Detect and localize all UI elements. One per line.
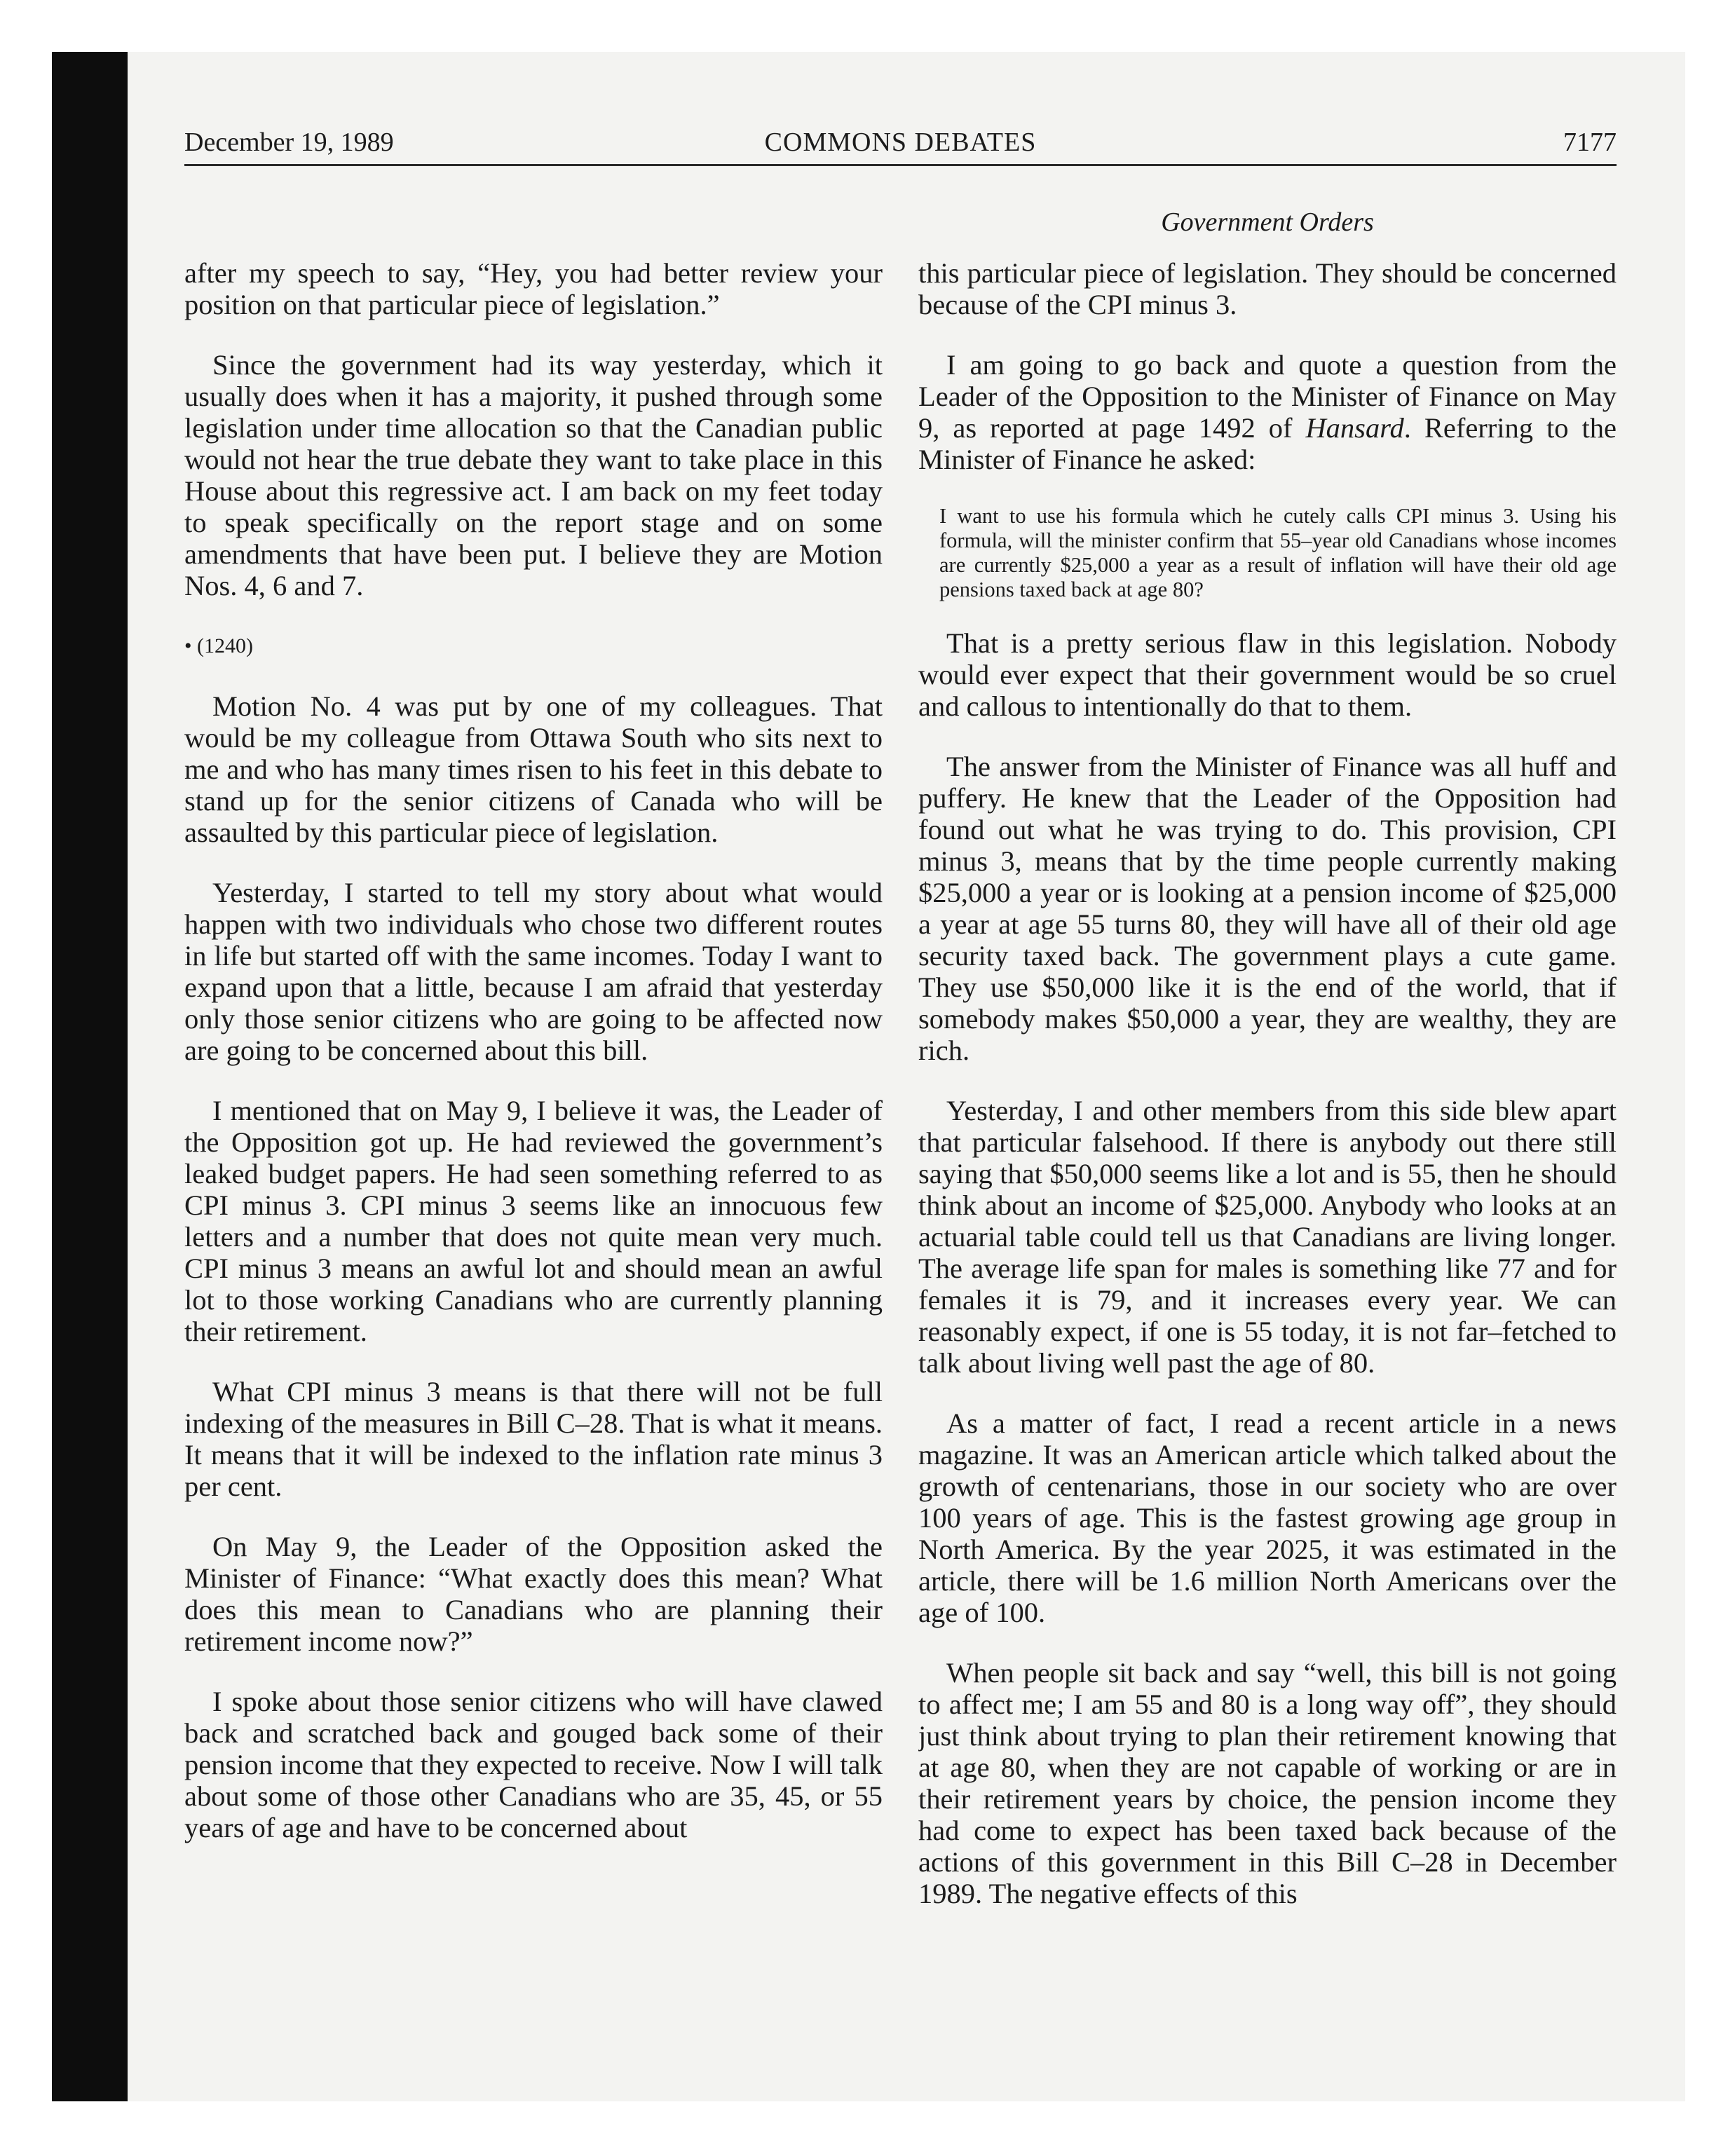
right-paragraph-2-text-after: . Referring to the Minister of Finance he asked: [918,412,1617,475]
right-paragraph-3: That is a pretty serious flaw in this legislation. Nobody would ever expect that their government would be so cruel and callous to intentionally do that to them. [918,627,1617,722]
left-paragraph-3: Motion No. 4 was put by one of my colleagues. That would be my colleague from Ottawa South who sits next to me and who has many times risen to his feet in this debate to stand up for the senior citizens of Canada who will be assaulted by this particular piece of legislation. [184,690,883,848]
left-paragraph-1: after my speech to say, “Hey, you had better review your position on that particular piece of legislation.” [184,257,883,320]
left-paragraph-8: I spoke about those senior citizens who will have clawed back and scratched back and gouged back some of their pension income that they expected to receive. Now I will talk about some of those other Canadians who are 35, 45, or 55 years of age and have to be concerned about [184,1686,883,1843]
right-paragraph-4: The answer from the Minister of Finance was all huff and puffery. He knew that the Leader of the Opposition had found out what he was trying to do. This provision, CPI minus 3, means that by the time people currently making $25,000 a year or is looking at a pension income of $25,000 a year at age 55 turns 80, they will have all of their old age security taxed back. The government plays a cute game. They use $50,000 like it is the end of the world, that if somebody makes $50,000 a year, they are wealthy, they are rich. [918,751,1617,1066]
left-paragraph-5: I mentioned that on May 9, I believe it was, the Leader of the Opposition got up. He had reviewed the government’s leaked budget papers. He had seen something referred to as CPI minus 3. CPI minus 3 seems like an innocuous few letters and a number that does not quite mean very much. CPI minus 3 means an awful lot and should mean an awful lot to those working Canadians who are currently planning their retirement. [184,1095,883,1347]
right-paragraph-7: When people sit back and say “well, this bill is not going to affect me; I am 55 and 80 is a long way off”, they should just think about trying to plan their retirement knowing that at age 80, when they are not capable of working or are in their retirement years by choice, the pension income they had come to expect has been taxed back because of the actions of this government in this Bill C–28 in December 1989. The negative effects of this [918,1657,1617,1909]
left-paragraph-2: Since the government had its way yesterday, which it usually does when it has a majority, it pushed through some legislation under time allocation so that the Canadian public would not hear the true debate they want to take place in this House about this regressive act. I am back on my feet today to speak specifically on the report stage and on some amendments that have been put. I believe they are Motion Nos. 4, 6 and 7. [184,349,883,601]
header-page-number: 7177 [1563,128,1617,157]
left-column [184,257,883,2052]
hansard-title: Hansard [1305,412,1404,444]
scan-binding-edge [52,52,128,2101]
right-column [918,257,1617,2052]
left-paragraph-6: What CPI minus 3 means is that there will not be full indexing of the measures in Bill C–28. That is what it means. It means that it will be indexed to the inflation rate minus 3 per cent. [184,1376,883,1502]
right-paragraph-2-text-before: I am going to go back and quote a question from the Leader of the Opposition to the Minister of Finance on May 9, as reported at page 1492 of [918,349,1617,444]
right-paragraph-5: Yesterday, I and other members from this side blew apart that particular falsehood. If there is anybody out there still saying that $50,000 seems like a lot and is 55, then he should think about an income of $25,000. Anybody who looks at an actuarial table could tell us that Canadians are living longer. The average life span for males is something like 77 and for females it is 79, and it increases every year. We can reasonably expect, if one is 55 today, it is not far–fetched to talk about living well past the age of 80. [918,1095,1617,1379]
left-paragraph-4: Yesterday, I started to tell my story about what would happen with two individuals who chose two different routes in life but started off with the same incomes. Today I want to expand upon that a little, because I am afraid that yesterday only those senior citizens who are going to be affected now are going to be concerned about this bill. [184,877,883,1066]
right-paragraph-1: this particular piece of legislation. They should be concerned because of the CPI minus 3. [918,257,1617,320]
section-title: Government Orders [1161,207,1374,237]
left-paragraph-7: On May 9, the Leader of the Opposition asked the Minister of Finance: “What exactly does this mean? What does this mean to Canadians who are planning their retirement income now?” [184,1531,883,1657]
header-date: December 19, 1989 [184,128,394,157]
page-header [184,123,1617,166]
block-quote: I want to use his formula which he cutely calls CPI minus 3. Using his formula, will the minister confirm that 55–year old Canadians whose incomes are currently $25,000 a year as a result of inflation will have their old age pensions taxed back at age 80? [939,504,1617,601]
right-paragraph-6: As a matter of fact, I read a recent article in a news magazine. It was an American article which talked about the growth of centenarians, those in our society who are over 100 years of age. This is the fastest growing age group in North America. By the year 2025, it was estimated in the article, there will be 1.6 million North Americans over the age of 100. [918,1407,1617,1628]
header-title: COMMONS DEBATES [764,128,1037,157]
time-marker: • (1240) [184,634,253,657]
right-paragraph-2 [918,349,1617,475]
